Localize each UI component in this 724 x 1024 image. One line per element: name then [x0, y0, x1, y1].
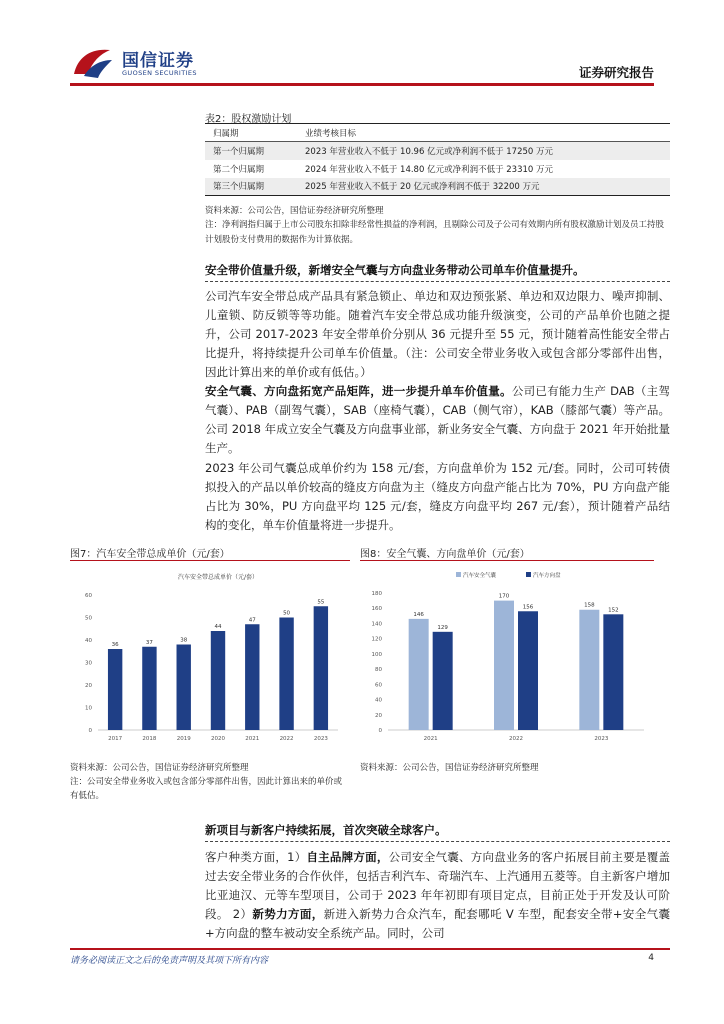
table-row — [205, 160, 670, 178]
table-header-cell: 归属期 — [213, 128, 239, 139]
y-tick-label: 80 — [375, 667, 382, 674]
table-cell: 第三个归属期 — [213, 182, 265, 193]
y-tick-label: 100 — [371, 651, 382, 658]
section-heading-new-customers: 新项目与新客户持续拓展，首次突破全球客户。 — [205, 822, 670, 842]
bar — [518, 611, 538, 730]
legend-label: 汽车方向盘 — [533, 573, 561, 579]
x-tick-label: 2022 — [509, 736, 523, 742]
bar-value-label: 38 — [180, 637, 188, 644]
y-tick-label: 20 — [375, 712, 382, 719]
table-cell: 2024 年营业收入不低于 14.80 亿元或净利润不低于 23310 万元 — [305, 164, 554, 175]
table-title: 表2：股权激励计划 — [205, 114, 292, 125]
figure7-note: 注：公司安全带业务收入或包含部分零部件出售，因此计算出来的单价或有低估。 — [70, 777, 343, 801]
figure7-divider — [70, 560, 350, 561]
logo-english-name: GUOSEN SECURITIES — [122, 69, 197, 77]
bar — [108, 649, 122, 730]
table-row — [205, 178, 670, 196]
airbag-steering-unit-price-chart — [360, 563, 654, 750]
bar-value-label: 36 — [111, 642, 119, 648]
x-tick-label: 2021 — [423, 736, 438, 742]
paragraph-bold-new-forces: 新势力方面， — [252, 907, 324, 921]
y-tick-label: 40 — [85, 638, 92, 644]
table-cell: 2023 年营业收入不低于 10.96 亿元或净利润不低于 17250 万元 — [305, 146, 554, 157]
y-tick-label: 0 — [88, 728, 92, 734]
paragraph-bold-own-brand: 自主品牌方面， — [306, 850, 389, 864]
equity-incentive-table — [205, 123, 670, 196]
bar-value-label: 129 — [437, 624, 448, 631]
figure8-title: 图8：安全气囊、方向盘单价（元/套） — [360, 549, 530, 560]
table-cell: 2025 年营业收入不低于 20 亿元或净利润不低于 32200 万元 — [305, 182, 540, 193]
bar — [314, 606, 328, 730]
guosen-logo-mark-icon — [70, 44, 114, 80]
paragraph-body: 公司已有能力生产 DAB（主驾气囊）、PAB（副驾气囊），SAB（座椅气囊），CAB（侧气帘），KAB（膝部气囊）等产品。公司 2018 年成立安全气囊及方向盘事业部，新业务安全气囊、方向盘于 2021 年开始批量生产。 — [205, 384, 670, 455]
table-cell: 第一个归属期 — [213, 146, 265, 157]
x-tick-label: 2022 — [279, 736, 294, 742]
x-tick-label: 2021 — [245, 736, 260, 742]
x-tick-label: 2019 — [176, 736, 191, 742]
figure7-source: 资料来源：公司公告，国信证券经济研究所整理 — [70, 763, 249, 773]
y-tick-label: 40 — [375, 697, 382, 704]
paragraph-body: 客户种类方面，1） — [205, 850, 307, 864]
bar — [603, 614, 623, 730]
y-tick-label: 120 — [371, 636, 382, 643]
x-tick-label: 2017 — [108, 736, 123, 742]
bar-value-label: 37 — [145, 639, 153, 646]
bar — [579, 610, 599, 730]
footer-divider — [70, 948, 670, 950]
x-tick-label: 2023 — [313, 736, 328, 742]
table-note: 注：净利润指归属于上市公司股东扣除非经常性损益的净利润，且剔除公司及子公司有效期内所有股权激励计划及员工持股计划股份支付费用的数据作为计算依据。 — [205, 220, 665, 245]
paragraph-lead-bold: 安全气囊、方向盘拓宽产品矩阵，进一步提升单车价值量。 — [205, 384, 512, 398]
paragraph-body: 新进入新势力合众汽车，配套哪吒 V 车型，配套安全带+安全气囊+方向盘的整车被动安全系统产品。同时，公司 — [205, 907, 670, 940]
legend-swatch — [526, 572, 531, 577]
bar — [409, 619, 429, 730]
seatbelt-unit-price-chart — [70, 563, 350, 750]
y-tick-label: 30 — [85, 660, 92, 667]
bar — [494, 601, 514, 730]
y-tick-label: 60 — [375, 682, 382, 689]
bar-value-label: 44 — [214, 624, 222, 630]
guosen-logo — [70, 44, 250, 84]
y-tick-label: 60 — [85, 593, 92, 599]
y-tick-label: 160 — [371, 606, 382, 613]
x-tick-label: 2023 — [594, 736, 609, 742]
x-tick-label: 2020 — [211, 736, 225, 742]
x-tick-label: 2018 — [142, 736, 157, 742]
y-tick-label: 10 — [85, 705, 92, 712]
bar — [279, 618, 293, 731]
table-row — [205, 142, 670, 160]
bar — [245, 624, 259, 730]
y-tick-label: 140 — [371, 621, 382, 628]
chart-title: 汽车安全带总成单价（元/套） — [177, 574, 259, 581]
paragraph-airbag-steering — [205, 382, 670, 458]
footer-disclaimer: 请务必阅读正文之后的免责声明及其项下所有内容 — [70, 956, 269, 966]
y-tick-label: 180 — [371, 591, 382, 597]
section-heading-seatbelt-value: 安全带价值量升级，新增安全气囊与方向盘业务带动公司单车价值量提升。 — [205, 262, 670, 282]
paragraph-customers — [205, 848, 670, 943]
paragraph-seatbelt: 公司汽车安全带总成产品具有紧急锁止、单边和双边预张紧、单边和双边限力、噪声抑制、儿童锁、防反锁等等功能。随着汽车安全带总成功能升级演变，公司的产品单价也随之提升，公司 2017-2023 年安全带单价分别从 36 元提升至 55 元，预计随着高性能安全带占比提升，将持续提升公司单车价值量。（注：公司安全带业务收入或包含部分零部件出售，因此计算出来的单价或有低估。） — [205, 289, 670, 379]
logo-chinese-name: 国信证券 — [122, 51, 194, 71]
figure8-source: 资料来源：公司公告，国信证券经济研究所整理 — [360, 763, 539, 773]
figure8-divider — [360, 560, 654, 561]
page-header — [0, 0, 724, 90]
y-tick-label: 20 — [85, 683, 92, 689]
page-number: 4 — [648, 953, 654, 963]
y-tick-label: 0 — [378, 728, 382, 734]
header-divider — [70, 83, 654, 86]
bar-value-label: 170 — [498, 593, 510, 600]
legend-swatch — [456, 572, 461, 577]
bar-value-label: 55 — [317, 599, 325, 606]
bar-value-label: 152 — [608, 607, 619, 614]
table-header-cell: 业绩考核目标 — [305, 128, 357, 139]
bar-value-label: 146 — [413, 611, 424, 618]
table-cell: 第二个归属期 — [213, 164, 265, 175]
bar — [142, 647, 156, 730]
bar-value-label: 156 — [522, 604, 534, 611]
figure7-title: 图7：汽车安全带总成单价（元/套） — [70, 549, 230, 560]
bar — [211, 631, 225, 730]
bar — [177, 645, 191, 731]
table-source: 资料来源：公司公告，国信证券经济研究所整理 — [205, 206, 384, 216]
report-type-title: 证券研究报告 — [578, 65, 654, 80]
bar-value-label: 158 — [584, 602, 595, 609]
table-header-row — [205, 124, 670, 142]
y-tick-label: 50 — [85, 615, 92, 622]
paragraph-unit-price: 2023 年公司气囊总成单价约为 158 元/套，方向盘单价为 152 元/套。同时，公司可转债拟投入的产品以单价较高的缝皮方向盘为主（缝皮方向盘产能占比为 70%，PU 方向盘产能占比为 30%，PU 方向盘平均 125 元/套，缝皮方向盘平均 267 元/套），预计随着产品结构的变化，单车价值量将进一步提升。 — [205, 461, 670, 532]
bar-value-label: 50 — [283, 610, 291, 617]
bar-value-label: 47 — [248, 617, 256, 624]
legend-label: 汽车安全气囊 — [463, 573, 497, 579]
bar — [433, 632, 453, 730]
paragraph-body: 公司安全气囊、方向盘业务的客户拓展目前主要是覆盖过去安全带业务的合作伙伴，包括吉利汽车、奇瑞汽车、上汽通用五菱等。自主新客户增加比亚迪汉、元等车型项目，公司于 2023 年年初即有项目定点，目前正处于开发及认可阶段。 2） — [205, 850, 670, 921]
